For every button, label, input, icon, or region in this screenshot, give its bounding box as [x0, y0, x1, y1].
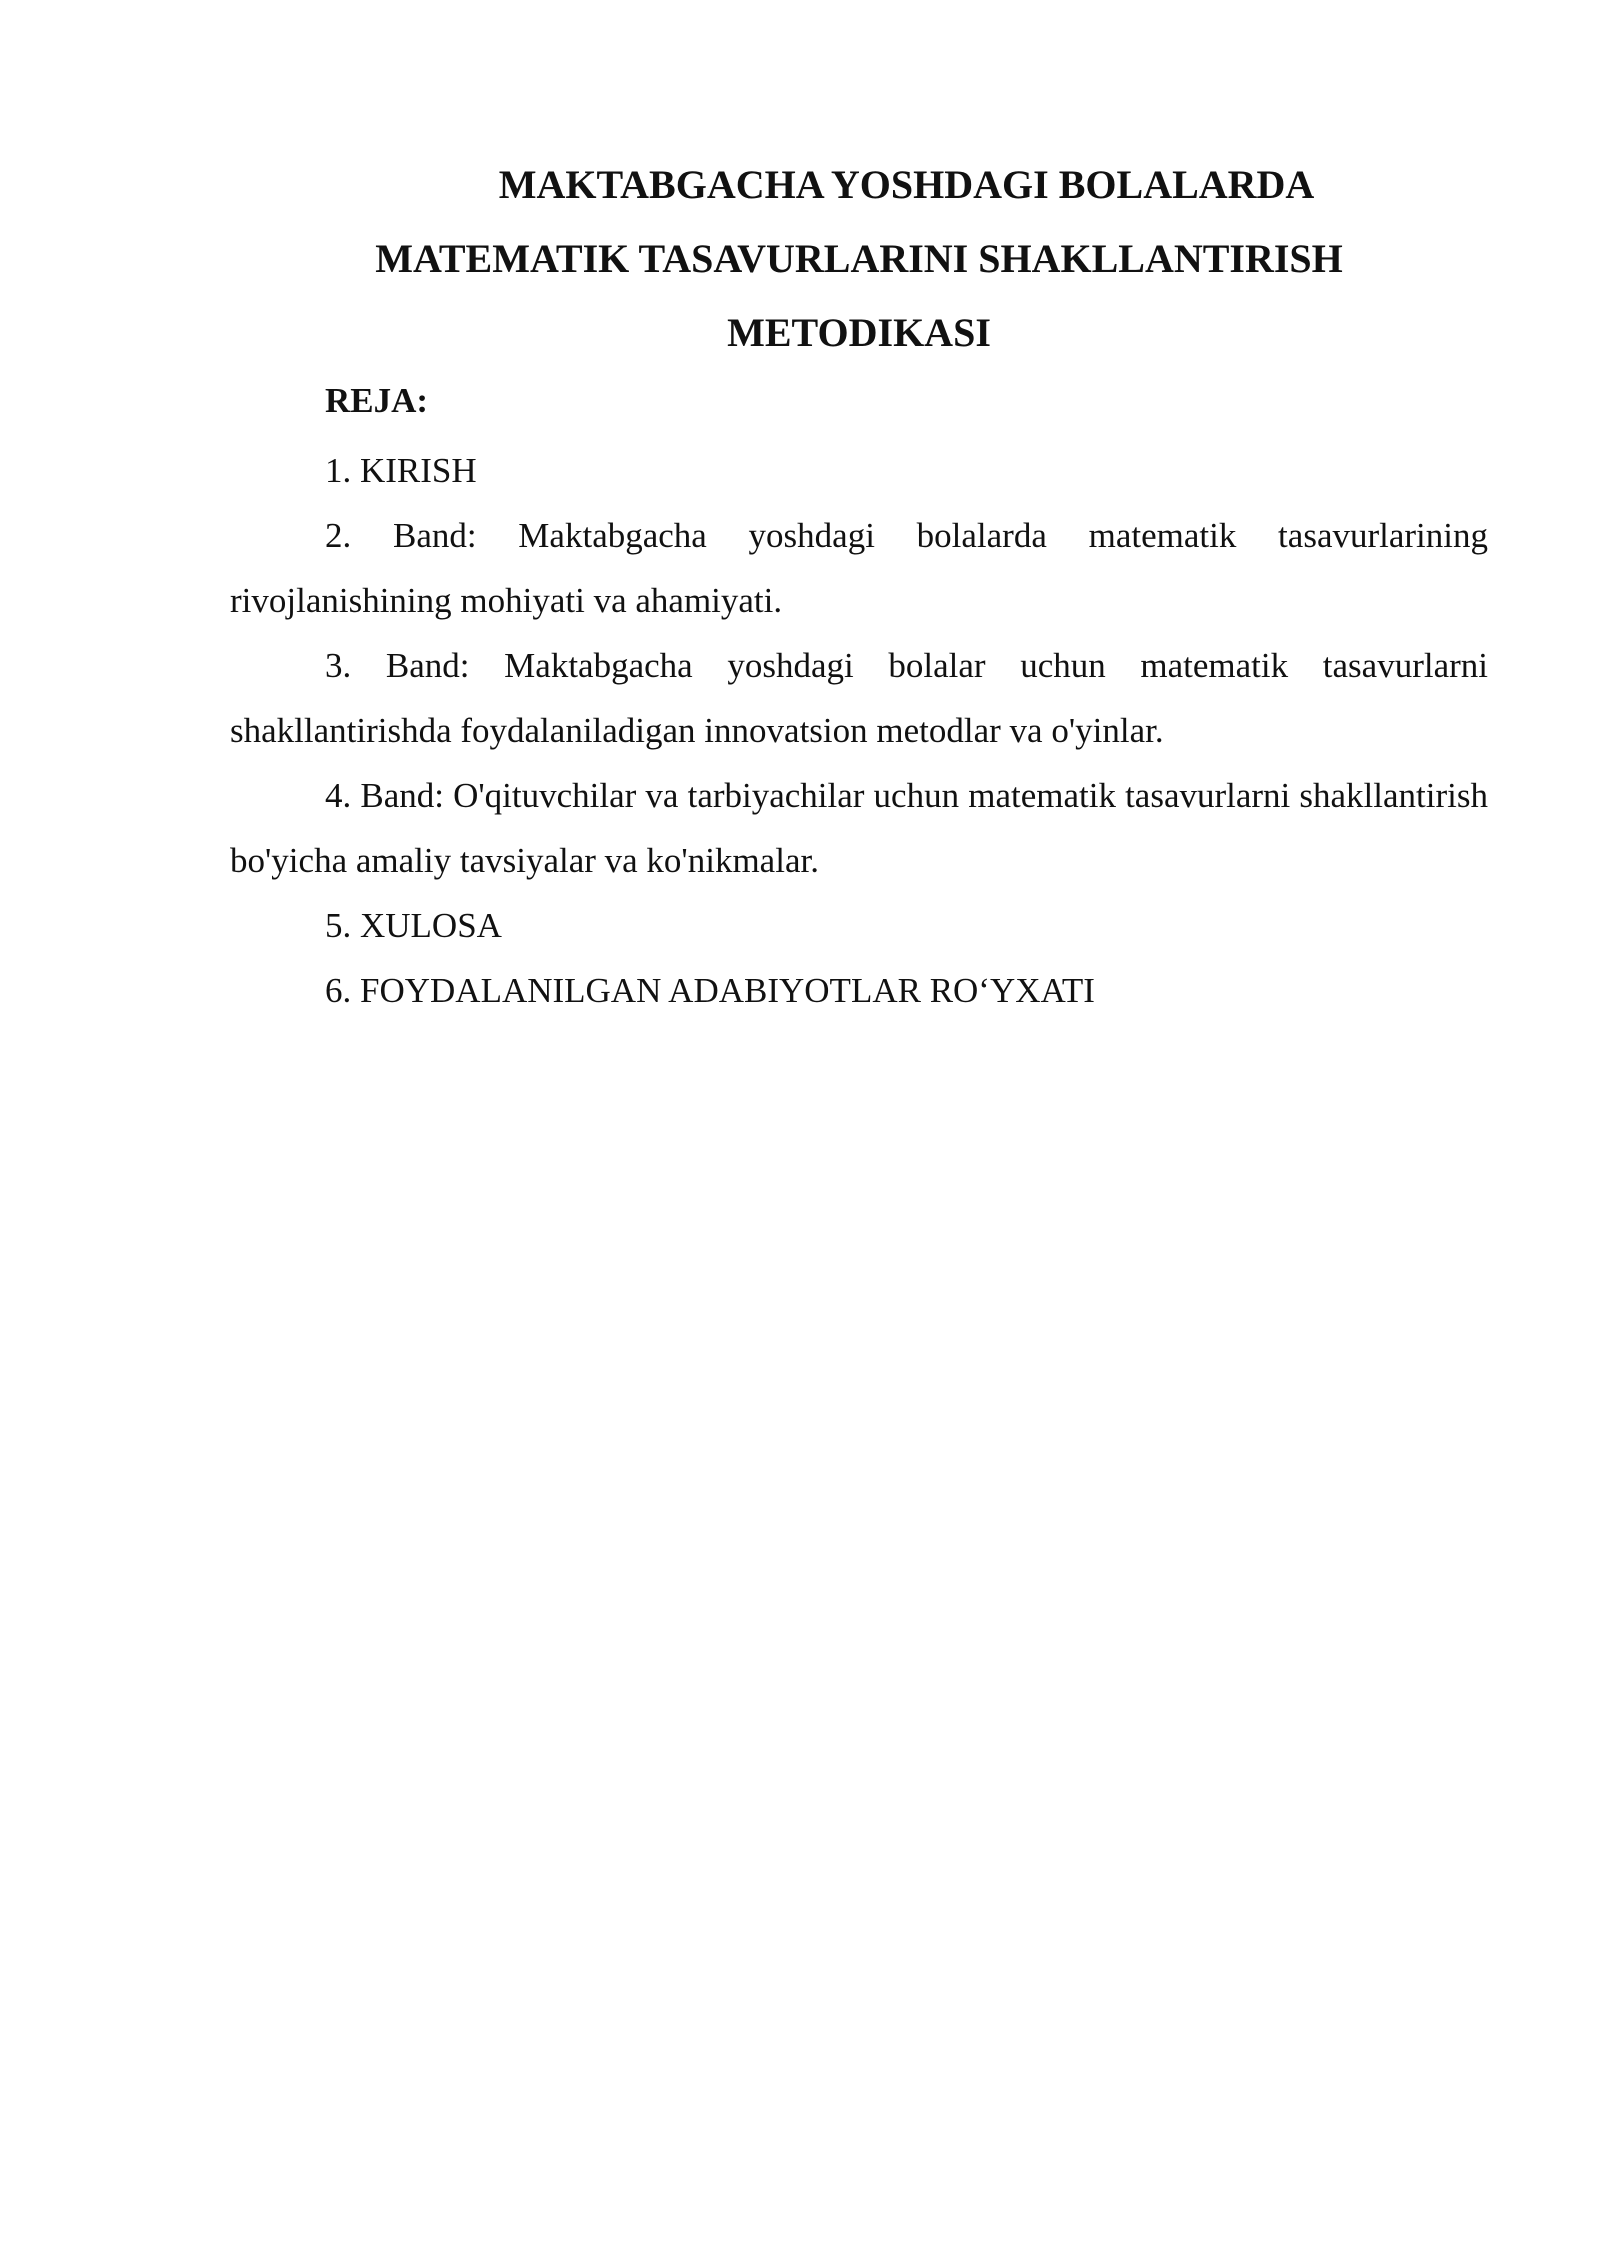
plan-item-introduction: 1. KIRISH: [325, 451, 477, 490]
plan-item-references: 6. FOYDALANILGAN ADABIYOTLAR RO‘YXATI: [325, 971, 1095, 1010]
plan-item-section-2: 2. Band: Maktabgacha yoshdagi bolalarda matematik tasavurlarining rivojlanishining mohiyati va ahamiyati.: [230, 516, 1488, 620]
plan-item-section-3: 3. Band: Maktabgacha yoshdagi bolalar uchun matematik tasavurlarni shakllantirishda foydalaniladigan innovatsion metodlar va o'yinlar.: [230, 646, 1488, 750]
plan-item-conclusion: 5. XULOSA: [325, 906, 502, 945]
title-line-2: MATEMATIK TASAVURLARINI SHAKLLANTIRISH: [375, 236, 1343, 281]
title-line-3: METODIKASI: [727, 310, 991, 355]
document-content: [230, 148, 1488, 1023]
document-title: [230, 148, 1488, 370]
plan-item-section-4: 4. Band: O'qituvchilar va tarbiyachilar uchun matematik tasavurlarni shakllantirish bo'yicha amaliy tavsiyalar va ko'nikmalar.: [230, 776, 1488, 880]
plan-heading: REJA:: [325, 381, 429, 420]
title-line-1: MAKTABGACHA YOSHDAGI BOLALARDA: [498, 162, 1315, 207]
